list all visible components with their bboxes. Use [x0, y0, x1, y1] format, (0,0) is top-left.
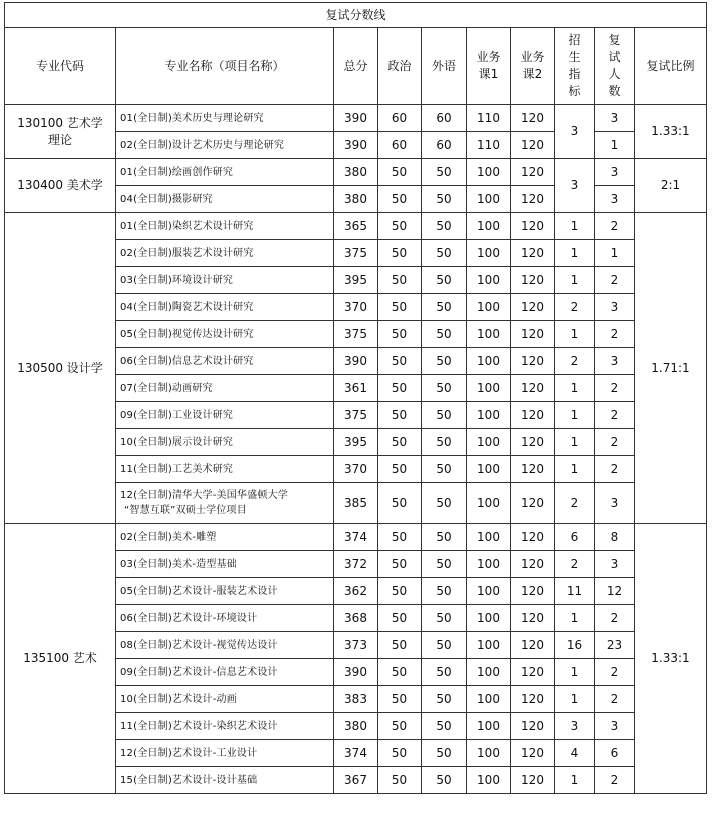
- foreign-score-cell: 50: [422, 740, 467, 767]
- quota-cell: 1: [555, 605, 595, 632]
- foreign-score-cell: 50: [422, 186, 467, 213]
- header-retest-char: 复: [608, 33, 621, 47]
- politics-score-cell: 60: [378, 132, 422, 159]
- program-name-cell: 12(全日制)艺术设计-工业设计: [116, 740, 334, 767]
- course2-score-cell: 120: [511, 132, 555, 159]
- program-name-cell: 01(全日制)绘画创作研究: [116, 159, 334, 186]
- score-table: [4, 2, 707, 794]
- retest-count-cell: 3: [595, 713, 635, 740]
- program-name-line: 12(全日制)清华大学-美国华盛顿大学: [120, 490, 288, 501]
- quota-cell: 3: [555, 159, 595, 213]
- politics-score-cell: 50: [378, 659, 422, 686]
- total-score-cell: 362: [334, 578, 378, 605]
- header-quota-char: 招: [568, 33, 581, 47]
- course1-score-cell: 100: [467, 632, 511, 659]
- course2-score-cell: 120: [511, 578, 555, 605]
- program-name-cell: 01(全日制)美术历史与理论研究: [116, 105, 334, 132]
- program-name-cell: 10(全日制)展示设计研究: [116, 429, 334, 456]
- header-name: 专业名称（项目名称）: [116, 28, 334, 105]
- foreign-score-cell: 50: [422, 659, 467, 686]
- politics-score-cell: 50: [378, 605, 422, 632]
- program-name-cell: 03(全日制)环境设计研究: [116, 267, 334, 294]
- retest-count-cell: 3: [595, 348, 635, 375]
- quota-cell: 1: [555, 659, 595, 686]
- table-row: [5, 159, 707, 186]
- retest-count-cell: 8: [595, 524, 635, 551]
- major-code-line: 130100 艺术学: [17, 115, 103, 130]
- total-score-cell: 380: [334, 159, 378, 186]
- course1-score-cell: 100: [467, 321, 511, 348]
- total-score-cell: 395: [334, 429, 378, 456]
- retest-count-cell: 2: [595, 402, 635, 429]
- header-quota-char: 生: [568, 50, 581, 64]
- course2-score-cell: 120: [511, 321, 555, 348]
- program-name-cell: [116, 483, 334, 524]
- table-title: 复试分数线: [5, 3, 707, 28]
- politics-score-cell: 50: [378, 767, 422, 794]
- politics-score-cell: 50: [378, 686, 422, 713]
- program-name-cell: 03(全日制)美术-造型基础: [116, 551, 334, 578]
- total-score-cell: 372: [334, 551, 378, 578]
- politics-score-cell: 50: [378, 186, 422, 213]
- politics-score-cell: 50: [378, 524, 422, 551]
- foreign-score-cell: 50: [422, 375, 467, 402]
- course1-score-cell: 100: [467, 659, 511, 686]
- politics-score-cell: 50: [378, 632, 422, 659]
- table-row: [5, 213, 707, 240]
- total-score-cell: 367: [334, 767, 378, 794]
- course2-score-cell: 120: [511, 105, 555, 132]
- course1-score-cell: 100: [467, 713, 511, 740]
- header-quota-char: 指: [568, 67, 581, 81]
- program-name-cell: 05(全日制)艺术设计-服装艺术设计: [116, 578, 334, 605]
- politics-score-cell: 50: [378, 578, 422, 605]
- header-quota-char: 标: [568, 84, 581, 98]
- politics-score-cell: 50: [378, 551, 422, 578]
- total-score-cell: 370: [334, 456, 378, 483]
- total-score-cell: 368: [334, 605, 378, 632]
- retest-count-cell: 2: [595, 321, 635, 348]
- total-score-cell: 374: [334, 740, 378, 767]
- course2-score-cell: 120: [511, 267, 555, 294]
- course1-score-cell: 100: [467, 551, 511, 578]
- retest-count-cell: 2: [595, 267, 635, 294]
- program-name-cell: 02(全日制)美术-雕塑: [116, 524, 334, 551]
- course2-score-cell: 120: [511, 713, 555, 740]
- retest-count-cell: 2: [595, 213, 635, 240]
- quota-cell: 1: [555, 375, 595, 402]
- course1-score-cell: 100: [467, 375, 511, 402]
- foreign-score-cell: 50: [422, 605, 467, 632]
- header-code: 专业代码: [5, 28, 116, 105]
- header-retest-char: 试: [608, 50, 621, 64]
- quota-cell: 2: [555, 294, 595, 321]
- total-score-cell: 390: [334, 348, 378, 375]
- total-score-cell: 380: [334, 713, 378, 740]
- retest-count-cell: 2: [595, 767, 635, 794]
- course1-score-cell: 100: [467, 524, 511, 551]
- course1-score-cell: 100: [467, 686, 511, 713]
- politics-score-cell: 50: [378, 402, 422, 429]
- foreign-score-cell: 50: [422, 524, 467, 551]
- total-score-cell: 361: [334, 375, 378, 402]
- course2-score-cell: 120: [511, 294, 555, 321]
- total-score-cell: 373: [334, 632, 378, 659]
- header-politics: 政治: [378, 28, 422, 105]
- major-code-line: 135100 艺术: [23, 651, 97, 665]
- retest-count-cell: 2: [595, 659, 635, 686]
- program-name-cell: 15(全日制)艺术设计-设计基础: [116, 767, 334, 794]
- retest-count-cell: 3: [595, 105, 635, 132]
- retest-count-cell: 23: [595, 632, 635, 659]
- retest-count-cell: 1: [595, 240, 635, 267]
- foreign-score-cell: 50: [422, 578, 467, 605]
- course1-score-cell: 100: [467, 267, 511, 294]
- course2-score-cell: 120: [511, 551, 555, 578]
- quota-cell: 3: [555, 713, 595, 740]
- total-score-cell: 375: [334, 402, 378, 429]
- total-score-cell: 380: [334, 186, 378, 213]
- course2-score-cell: 120: [511, 686, 555, 713]
- program-name-cell: 04(全日制)摄影研究: [116, 186, 334, 213]
- header-course2: [511, 28, 555, 105]
- retest-count-cell: 3: [595, 551, 635, 578]
- course2-score-cell: 120: [511, 740, 555, 767]
- header-course2-line: 课2: [522, 67, 543, 81]
- total-score-cell: 370: [334, 294, 378, 321]
- politics-score-cell: 50: [378, 456, 422, 483]
- program-name-cell: 02(全日制)设计艺术历史与理论研究: [116, 132, 334, 159]
- program-name-cell: 07(全日制)动画研究: [116, 375, 334, 402]
- politics-score-cell: 50: [378, 321, 422, 348]
- course2-score-cell: 120: [511, 659, 555, 686]
- program-name-cell: 11(全日制)艺术设计-染织艺术设计: [116, 713, 334, 740]
- quota-cell: 1: [555, 321, 595, 348]
- program-name-cell: 02(全日制)服装艺术设计研究: [116, 240, 334, 267]
- quota-cell: 1: [555, 402, 595, 429]
- retest-count-cell: 2: [595, 375, 635, 402]
- major-code-cell: [5, 159, 116, 213]
- foreign-score-cell: 50: [422, 321, 467, 348]
- total-score-cell: 375: [334, 321, 378, 348]
- major-code-cell: [5, 524, 116, 794]
- retest-count-cell: 2: [595, 456, 635, 483]
- program-name-cell: 05(全日制)视觉传达设计研究: [116, 321, 334, 348]
- program-name-cell: 10(全日制)艺术设计-动画: [116, 686, 334, 713]
- foreign-score-cell: 50: [422, 686, 467, 713]
- course2-score-cell: 120: [511, 213, 555, 240]
- foreign-score-cell: 50: [422, 483, 467, 524]
- course2-score-cell: 120: [511, 767, 555, 794]
- course1-score-cell: 100: [467, 213, 511, 240]
- course2-score-cell: 120: [511, 605, 555, 632]
- politics-score-cell: 50: [378, 740, 422, 767]
- foreign-score-cell: 50: [422, 294, 467, 321]
- total-score-cell: 374: [334, 524, 378, 551]
- course2-score-cell: 120: [511, 186, 555, 213]
- quota-cell: 11: [555, 578, 595, 605]
- header-retest: [595, 28, 635, 105]
- course1-score-cell: 100: [467, 240, 511, 267]
- foreign-score-cell: 50: [422, 632, 467, 659]
- retest-count-cell: 6: [595, 740, 635, 767]
- politics-score-cell: 50: [378, 240, 422, 267]
- course1-score-cell: 110: [467, 132, 511, 159]
- quota-cell: 2: [555, 551, 595, 578]
- course1-score-cell: 100: [467, 348, 511, 375]
- quota-cell: 2: [555, 483, 595, 524]
- retest-ratio-cell: 1.33:1: [635, 524, 707, 794]
- header-ratio: 复试比例: [635, 28, 707, 105]
- course2-score-cell: 120: [511, 159, 555, 186]
- quota-cell: 1: [555, 456, 595, 483]
- program-name-cell: 06(全日制)信息艺术设计研究: [116, 348, 334, 375]
- major-code-cell: [5, 213, 116, 524]
- quota-cell: 1: [555, 267, 595, 294]
- foreign-score-cell: 50: [422, 213, 467, 240]
- quota-cell: 1: [555, 429, 595, 456]
- course1-score-cell: 100: [467, 605, 511, 632]
- header-row: [5, 28, 707, 105]
- foreign-score-cell: 60: [422, 132, 467, 159]
- major-code-cell: [5, 105, 116, 159]
- retest-ratio-cell: 1.33:1: [635, 105, 707, 159]
- politics-score-cell: 50: [378, 713, 422, 740]
- politics-score-cell: 50: [378, 483, 422, 524]
- retest-count-cell: 3: [595, 483, 635, 524]
- total-score-cell: 390: [334, 105, 378, 132]
- foreign-score-cell: 50: [422, 429, 467, 456]
- foreign-score-cell: 50: [422, 402, 467, 429]
- course1-score-cell: 100: [467, 429, 511, 456]
- course1-score-cell: 100: [467, 159, 511, 186]
- politics-score-cell: 60: [378, 105, 422, 132]
- course1-score-cell: 100: [467, 294, 511, 321]
- foreign-score-cell: 50: [422, 713, 467, 740]
- politics-score-cell: 50: [378, 375, 422, 402]
- course1-score-cell: 100: [467, 767, 511, 794]
- politics-score-cell: 50: [378, 429, 422, 456]
- politics-score-cell: 50: [378, 267, 422, 294]
- header-foreign: 外语: [422, 28, 467, 105]
- foreign-score-cell: 50: [422, 767, 467, 794]
- quota-cell: 1: [555, 686, 595, 713]
- politics-score-cell: 50: [378, 294, 422, 321]
- program-name-cell: 11(全日制)工艺美术研究: [116, 456, 334, 483]
- retest-count-cell: 3: [595, 159, 635, 186]
- total-score-cell: 395: [334, 267, 378, 294]
- program-name-cell: 09(全日制)艺术设计-信息艺术设计: [116, 659, 334, 686]
- course2-score-cell: 120: [511, 348, 555, 375]
- table-row: [5, 105, 707, 132]
- program-name-cell: 09(全日制)工业设计研究: [116, 402, 334, 429]
- retest-count-cell: 3: [595, 186, 635, 213]
- quota-cell: 16: [555, 632, 595, 659]
- course1-score-cell: 100: [467, 402, 511, 429]
- quota-cell: 1: [555, 213, 595, 240]
- foreign-score-cell: 50: [422, 240, 467, 267]
- retest-count-cell: 2: [595, 686, 635, 713]
- course1-score-cell: 100: [467, 186, 511, 213]
- total-score-cell: 365: [334, 213, 378, 240]
- header-quota: [555, 28, 595, 105]
- politics-score-cell: 50: [378, 348, 422, 375]
- header-retest-char: 人: [608, 67, 621, 81]
- program-name-cell: 01(全日制)染织艺术设计研究: [116, 213, 334, 240]
- course1-score-cell: 100: [467, 578, 511, 605]
- retest-ratio-cell: 2:1: [635, 159, 707, 213]
- retest-count-cell: 2: [595, 429, 635, 456]
- course2-score-cell: 120: [511, 240, 555, 267]
- quota-cell: 2: [555, 348, 595, 375]
- course1-score-cell: 100: [467, 740, 511, 767]
- retest-count-cell: 1: [595, 132, 635, 159]
- header-course1: [467, 28, 511, 105]
- foreign-score-cell: 60: [422, 105, 467, 132]
- retest-count-cell: 12: [595, 578, 635, 605]
- quota-cell: 3: [555, 105, 595, 159]
- total-score-cell: 390: [334, 659, 378, 686]
- quota-cell: 4: [555, 740, 595, 767]
- retest-ratio-cell: 1.71:1: [635, 213, 707, 524]
- course1-score-cell: 110: [467, 105, 511, 132]
- header-total: 总分: [334, 28, 378, 105]
- politics-score-cell: 50: [378, 213, 422, 240]
- major-code-line: 130500 设计学: [17, 360, 103, 375]
- course2-score-cell: 120: [511, 456, 555, 483]
- course2-score-cell: 120: [511, 402, 555, 429]
- total-score-cell: 385: [334, 483, 378, 524]
- total-score-cell: 375: [334, 240, 378, 267]
- quota-cell: 6: [555, 524, 595, 551]
- table-row: [5, 524, 707, 551]
- major-code-line: 理论: [47, 132, 72, 147]
- major-code-line: 130400 美术学: [17, 178, 103, 192]
- table-body: [5, 3, 707, 794]
- program-name-cell: 08(全日制)艺术设计-视觉传达设计: [116, 632, 334, 659]
- total-score-cell: 383: [334, 686, 378, 713]
- total-score-cell: 390: [334, 132, 378, 159]
- foreign-score-cell: 50: [422, 159, 467, 186]
- retest-count-cell: 2: [595, 605, 635, 632]
- quota-cell: 1: [555, 767, 595, 794]
- course2-score-cell: 120: [511, 483, 555, 524]
- program-name-cell: 06(全日制)艺术设计-环境设计: [116, 605, 334, 632]
- course2-score-cell: 120: [511, 632, 555, 659]
- header-course2-line: 业务: [520, 50, 545, 64]
- foreign-score-cell: 50: [422, 267, 467, 294]
- header-course1-line: 课1: [478, 67, 499, 81]
- foreign-score-cell: 50: [422, 456, 467, 483]
- course2-score-cell: 120: [511, 375, 555, 402]
- course2-score-cell: 120: [511, 524, 555, 551]
- course2-score-cell: 120: [511, 429, 555, 456]
- program-name-cell: 04(全日制)陶瓷艺术设计研究: [116, 294, 334, 321]
- retest-count-cell: 3: [595, 294, 635, 321]
- course1-score-cell: 100: [467, 456, 511, 483]
- program-name-line: “智慧互联”双硕士学位项目: [124, 505, 247, 516]
- header-course1-line: 业务: [476, 50, 501, 64]
- header-retest-char: 数: [608, 84, 621, 98]
- foreign-score-cell: 50: [422, 551, 467, 578]
- foreign-score-cell: 50: [422, 348, 467, 375]
- course1-score-cell: 100: [467, 483, 511, 524]
- quota-cell: 1: [555, 240, 595, 267]
- politics-score-cell: 50: [378, 159, 422, 186]
